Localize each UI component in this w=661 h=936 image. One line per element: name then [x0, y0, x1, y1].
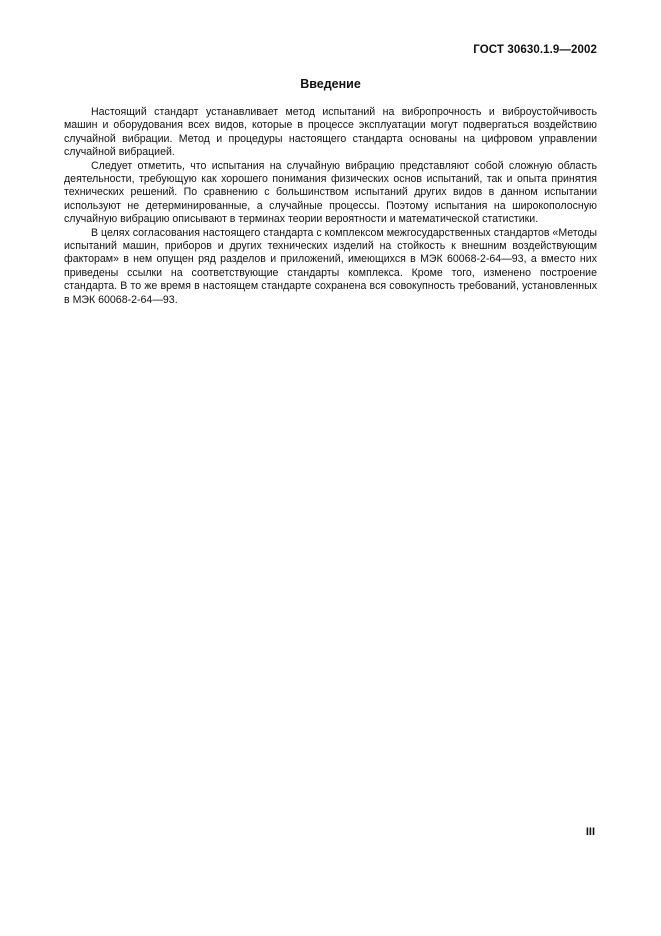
page-number: III	[585, 826, 595, 838]
paragraph-3: В целях согласования настоящего стандарта с комплексом межгосударственных стандартов «Методы испытаний машин, приборов и других технических изделий на стойкость к внешним воздействующим факторам» в нем опущен ряд разделов и приложений, имеющихся в МЭК 60068-2-64—93, а вместо них приведены ссылки на соответствующие стандарты комплекса. Кроме того, изменено построение стандарта. В то же время в настоящем стандарте сохранена вся совокупность требований, установленных в МЭК 60068-2-64—93.	[64, 226, 597, 306]
paragraph-1: Настоящий стандарт устанавливает метод испытаний на вибропрочность и виброустойчивость машин и оборудования всех видов, которые в процессе эксплуатации могут подвергаться воздействию случайной вибрации. Метод и процедуры настоящего стандарта основаны на цифровом управлении случайной вибрацией.	[64, 106, 597, 159]
paragraph-2: Следует отметить, что испытания на случайную вибрацию представляют собой сложную область деятельности, требующую как хорошего понимания физических основ испытаний, так и опыта принятия технических решений. По сравнению с большинством испытаний других видов в данном испытании используют не детерминированные, а случайные процессы. Поэтому испытания на широкополосную случайную вибрацию описывают в терминах теории вероятности и математической статистики.	[64, 159, 597, 226]
standard-code-header: ГОСТ 30630.1.9—2002	[473, 44, 597, 56]
introduction-body	[64, 106, 597, 307]
section-title: Введение	[300, 77, 361, 91]
